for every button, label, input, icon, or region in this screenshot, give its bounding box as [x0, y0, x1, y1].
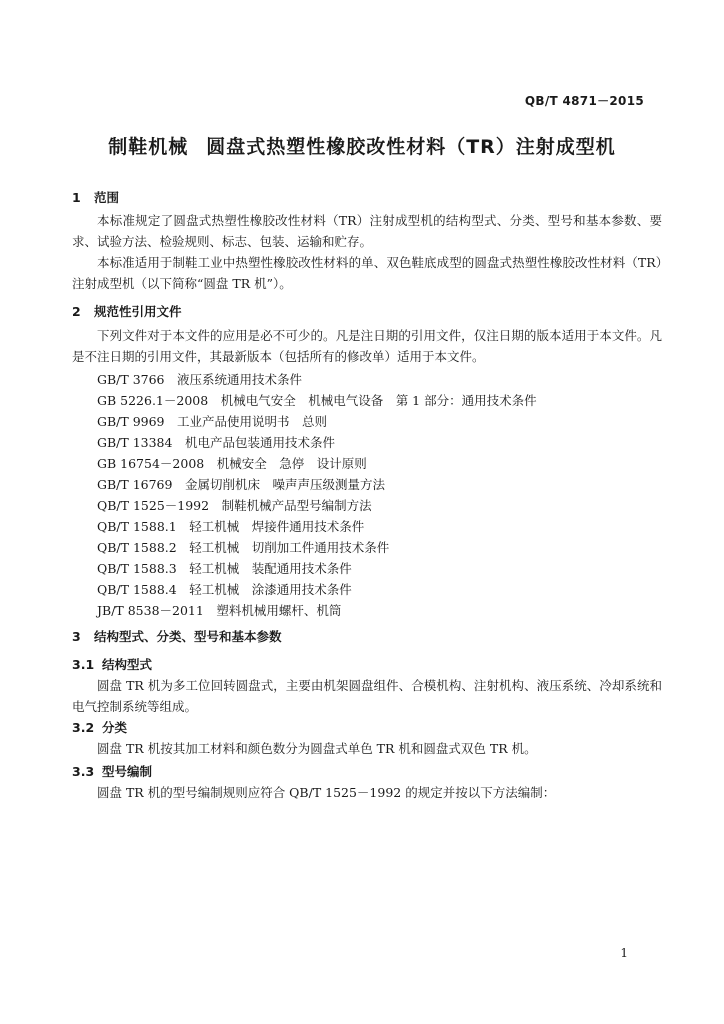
section-2-heading: 2 规范性引用文件 [72, 304, 182, 319]
section-3-2-heading: 3.2 分类 [72, 720, 128, 735]
reference-item: JB/T 8538－2011 塑料机械用螺杆、机筒 [97, 603, 342, 618]
section-3-3-paragraph: 圆盘 TR 机的型号编制规则应符合 QB/T 1525－1992 的规定并按以下方法编制： [97, 785, 556, 800]
reference-item: GB/T 3766 液压系统通用技术条件 [97, 372, 303, 387]
reference-item: GB/T 16769 金属切削机床 噪声声压级测量方法 [97, 477, 385, 492]
section-1-paragraph-2: 本标准适用于制鞋工业中热塑性橡胶改性材料的单、双色鞋底成型的圆盘式热塑性橡胶改性材料（TR）注射成型机（以下简称“圆盘 TR 机”）。 [72, 255, 662, 291]
reference-item: QB/T 1588.3 轻工机械 装配通用技术条件 [97, 561, 352, 576]
reference-item: QB/T 1588.1 轻工机械 焊接件通用技术条件 [97, 519, 365, 534]
title-part-2: 圆盘式热塑性橡胶改性材料（TR）注射成型机 [206, 136, 616, 158]
section-3-heading: 3 结构型式、分类、型号和基本参数 [72, 629, 282, 644]
section-3-1-paragraph: 圆盘 TR 机为多工位回转圆盘式，主要由机架圆盘组件、合模机构、注射机构、液压系统、冷却系统和电气控制系统等组成。 [72, 678, 662, 714]
reference-item: QB/T 1588.2 轻工机械 切削加工件通用技术条件 [97, 540, 390, 555]
section-3-3-heading: 3.3 型号编制 [72, 764, 153, 779]
page-number: 1 [620, 946, 628, 960]
title-part-1: 制鞋机械 [108, 136, 189, 158]
reference-item: GB/T 13384 机电产品包装通用技术条件 [97, 435, 335, 450]
section-1-paragraph-1: 本标准规定了圆盘式热塑性橡胶改性材料（TR）注射成型机的结构型式、分类、型号和基本参数、要求、试验方法、检验规则、标志、包装、运输和贮存。 [72, 213, 662, 249]
reference-item: GB/T 9969 工业产品使用说明书 总则 [97, 414, 328, 429]
reference-item: QB/T 1525－1992 制鞋机械产品型号编制方法 [97, 498, 372, 513]
standard-code: QB/T 4871－2015 [524, 94, 644, 108]
section-2-paragraph: 下列文件对于本文件的应用是必不可少的。凡是注日期的引用文件，仅注日期的版本适用于本文件。凡是不注日期的引用文件，其最新版本（包括所有的修改单）适用于本文件。 [72, 328, 662, 364]
reference-item: GB 5226.1－2008 机械电气安全 机械电气设备 第 1 部分：通用技术条件 [97, 393, 537, 408]
reference-item: QB/T 1588.4 轻工机械 涂漆通用技术条件 [97, 582, 352, 597]
section-1-heading: 1 范围 [72, 190, 120, 205]
section-3-2-paragraph: 圆盘 TR 机按其加工材料和颜色数分为圆盘式单色 TR 机和圆盘式双色 TR 机。 [97, 741, 537, 756]
reference-item: GB 16754－2008 机械安全 急停 设计原则 [97, 456, 367, 471]
section-3-1-heading: 3.1 结构型式 [72, 657, 153, 672]
document-title [0, 132, 724, 159]
